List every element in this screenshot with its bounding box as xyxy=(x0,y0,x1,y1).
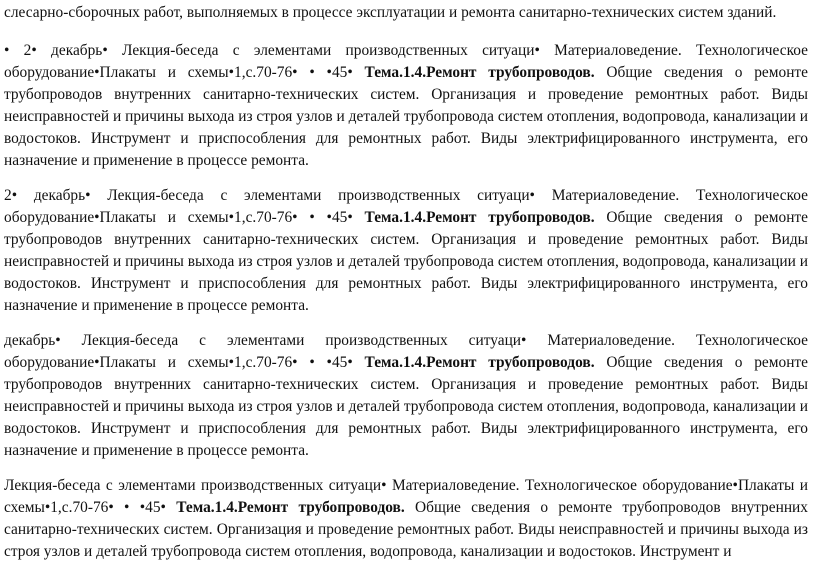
paragraph-lead: 2• декабрь• Лекция-беседа с элементами производственных ситуаци• Материаловедение. Технологическое оборудование•Плакаты и схемы•1,с.70-76• • •45• xyxy=(4,187,808,226)
paragraph-lead: декабрь• Лекция-беседа с элементами производственных ситуаци• Материаловедение. Технологическое оборудование•Плакаты и схемы•1,с.70-76• • •45• xyxy=(4,332,808,371)
topic-title: Тема.1.4.Ремонт трубопроводов. xyxy=(176,499,405,516)
schedule-paragraph-1 xyxy=(4,40,808,172)
paragraph-lead: Лекция-беседа с элементами производственных ситуаци• Материаловедение. Технологическое оборудование•Плакаты и схемы•1,с.70-76• • •45• xyxy=(4,477,808,516)
topic-title: Тема.1.4.Ремонт трубопроводов. xyxy=(364,354,595,371)
paragraph-body: Общие сведения о ремонте трубопроводов внутренних санитарно-технических систем. Организация и проведение ремонтных работ. Виды неисправностей и причины выхода из строя узлов и деталей трубопровода систем отопления, водопровода, канализации и водостоков. Инструмент и приспособления для ремонтных работ. Виды электрифицированного инструмента, его назначение и применение в процессе ремонта. xyxy=(4,209,808,314)
intro-text: слесарно-сборочных работ, выполняемых в процессе эксплуатации и ремонта санитарно-технических систем зданий. xyxy=(4,4,777,21)
paragraph-body: Общие сведения о ремонте трубопроводов внутренних санитарно-технических систем. Организация и проведение ремонтных работ. Виды неисправностей и причины выхода из строя узлов и деталей трубопровода систем отопления, водопровода, канализации и водостоков. Инструмент и приспособления для ремонтных работ. Виды электрифицированного инструмента, его назначение и применение в процессе ремонта. xyxy=(4,354,808,459)
paragraph-lead: • 2• декабрь• Лекция-беседа с элементами производственных ситуаци• Материаловедение. Технологическое оборудование•Плакаты и схемы•1,с.70-76• • •45• xyxy=(4,42,808,81)
schedule-paragraph-2 xyxy=(4,185,808,317)
paragraph-body: Общие сведения о ремонте трубопроводов внутренних санитарно-технических систем. Организация и проведение ремонтных работ. Виды неисправностей и причины выхода из строя узлов и деталей трубопровода систем отопления, водопровода, канализации и водостоков. Инструмент и xyxy=(4,499,808,560)
paragraph-body: Общие сведения о ремонте трубопроводов внутренних санитарно-технических систем. Организация и проведение ремонтных работ. Виды неисправностей и причины выхода из строя узлов и деталей трубопровода систем отопления, водопровода, канализации и водостоков. Инструмент и приспособления для ремонтных работ. Виды электрифицированного инструмента, его назначение и применение в процессе ремонта. xyxy=(4,64,808,169)
topic-title: Тема.1.4.Ремонт трубопроводов. xyxy=(364,209,595,226)
schedule-paragraph-3 xyxy=(4,330,808,462)
topic-title: Тема.1.4.Ремонт трубопроводов. xyxy=(364,64,595,81)
schedule-paragraph-4 xyxy=(4,475,808,563)
